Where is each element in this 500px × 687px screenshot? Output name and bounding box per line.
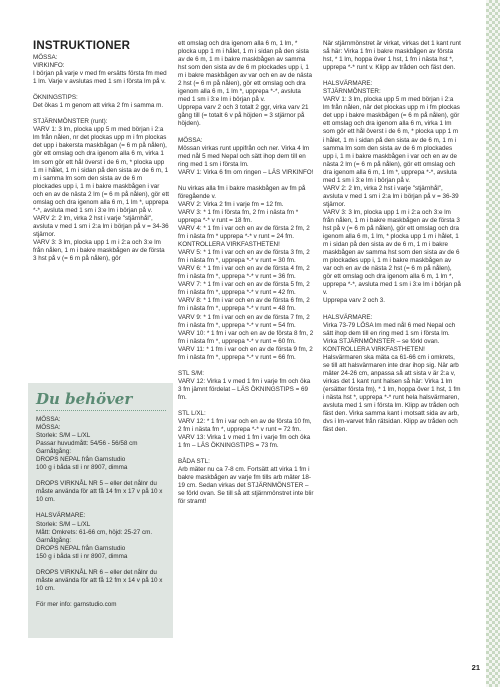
materials-box-title: Du behöver <box>36 390 133 408</box>
col1-paragraph: STJÄRNMÖNSTER (runt): VARV 1: 3 lm, plocka upp 5 m med början i 2:a lm från nålen, nr det plockas upp m i fm plockas det upp i bakersta maskbågan (= 6 m på nålen), gör ett omslag och dra igenom alla 6 m, virka 1 lm som gör ett hål överst i de 6 m, * plocka upp 1 m i hålet, 1 m i sidan på den sista av de 6 m, 1 m i samma lm som den sista av de 6 m plockades upp i, 1 m i bakre maskbågen i var och en av de nästa 2 lm (= 6 m på nålen), gör ett omslag och dra igenom alla 6 m, 1 lm *, upprepa *-*, avsluta med 1 sm i 3:e lm i början på v. VARV 2: 2 lm, virka 2 hst i varje "stjärnhål", avsluta v med 1 sm i 2:a lm i början på v = 34-36 stjärnor. VARV 3: 3 lm, plocka upp 1 m i 2:a och 3:e lm från nålen, 1 m i bakre maskbågen av de första 3 hst på v (= 6 m på nålen), gör <box>33 118 169 263</box>
materials-paragraph: DROPS VIRKNÅL NR 5 – eller det nålnr du måste använda för att få 14 fm x 17 v på 10 x 10 cm. <box>36 480 163 504</box>
column-1 <box>33 40 169 271</box>
col2-paragraph: STL L/XL: VARV 12: * 1 fm i var och en av de första 10 fm, 2 fm i nästa fm *, upprepa *-* v runt = 72 fm. VARV 13: Virka 1 v med 1 fm i varje fm och öka 1 fm – LÄS ÖKNINGSTIPS = 73 fm. <box>178 409 312 450</box>
col2-paragraph: Nu virkas alla fm i bakre maskbågen av fm på föregående v. VARV 2: Virka 2 fm i varje fm = 12 fm. VARV 3: * 1 fm i första fm, 2 fm i nästa fm * upprepa *-* v runt = 18 fm. VARV 4: * 1 fm i var och en av de första 2 fm, 2 fm i nästa fm * upprepa *-* v runt = 24 fm. KONTROLLERA VIRKFASTHETEN! VARV 5: * 1 fm i var och en av de första 3 fm, 2 fm i nästa fm *, upprepa *-* v runt = 30 fm. VARV 6: * 1 fm i var och en av de första 4 fm, 2 fm i nästa fm *, upprepa *-* v runt = 36 fm. VARV 7: * 1 fm i var och en av de första 5 fm, 2 fm i nästa fm *, upprepa *-* v runt = 42 fm. VARV 8: * 1 fm i var och en av de första 6 fm, 2 fm i nästa fm *, upprepa *-* v runt = 48 fm. VARV 9: * 1 fm i var och en av de första 7 fm, 2 fm i nästa fm *, upprepa *-* v runt = 54 fm. VARV 10: * 1 fm i var och en av de första 8 fm, 2 fm i nästa fm *, upprepa *-* v runt = 60 fm. VARV 11: * 1 fm i var och en av de första 9 fm, 2 fm i nästa fm *, upprepa *-* v runt = 66 fm. <box>178 184 314 361</box>
page-number: 21 <box>471 663 480 672</box>
col2-paragraph: BÅDA STL: Arb mäter nu ca 7-8 cm. Fortsätt att virka 1 fm i bakre maskbågen av varje fm tills arb mäter 18-19 cm. Sedan virkas det STJÄRNMÖNSTER – se förkl ovan. Se till så att stjärnmönstret inte blir för stramt! <box>178 458 314 506</box>
column-3 <box>323 40 461 442</box>
col2-paragraph: MÖSSA: Mössan virkas runt uppifrån och ner. Virka 4 lm med nål 5 med Nepal och sätt ihop dem till en ring med 1 sm i första lm. VARV 1: Virka 6 fm om ringen – LÄS VIRKINFO! <box>178 136 314 176</box>
materials-paragraph: HALSVÄRMARE: Storlek: S/M – L/XL Mått: Omkrets: 61-66 cm, höjd: 25-27 cm. Garnåtgång: DROPS NEPAL från Garnstudio 150 g i båda stl i nr 8907, dimma <box>36 512 153 560</box>
col3-paragraph: När stjärnmönstret är virkat, virkas det 1 kant runt så här: Virka 1 fm i bakre maskbågen av första hst, * 1 lm, hoppa över 1 hst, 1 fm i nästa hst *, upprepa *-* runt v. Klipp av tråden och fäst den. <box>323 40 461 72</box>
col2-paragraph: ett omslag och dra igenom alla 6 m, 1 lm, * plocka upp 1 m i hålet, 1 m i sidan på den sista av de 6 m, 1 m i bakre maskbågen av samma hst som den sista av de 6 m plockades upp i, 1 m i bakre maskbågen av var och en av de nästa 2 hst (= 6 m på nålen), gör ett omslag och dra igenom alla 6 m, 1 lm *, upprepa *-*, avsluta med 1 sm i 3:e lm i början på v. Upprepa varv 2 och 3 totalt 2 ggr, virka varv 21 gång till (= totalt 6 v på höjden = 3 stjärnor på höjden). <box>178 40 313 128</box>
title-divider <box>36 410 166 412</box>
col3-paragraph: HALSVÄRMARE: STJÄRNMÖNSTER: VARV 1: 3 lm, plocka upp 5 m med början i 2:a lm från nålen, när det plockas upp m i fm plockas det upp i bakre maskbågen (= 6 m på nålen), gör ett omslag och dra igenom alla 6 m, virka 1 lm som gör ett hål överst i de 6 m, * plocka upp 1 m i hålet, 1 m i sidan på den sista av de 6 m, 1 m i samma lm som den sista av de 6 m plockades upp i, 1 m i bakre maskbågen i var och en av de nästa 2 lm (= 6 m på nålen), gör ett omslag och dra igenom alla 6 m, 1 lm *, upprepa *-*, avsluta med 1 sm i 3:e lm i början på v. VARV 2: 2 lm, virka 2 hst i varje "stjärnhål", avsluta v med 1 sm i 2:a lm i början på v = 36-39 stjärnor. VARV 3: 3 lm, plocka upp 1 m i 2:a och 3:e lm från nålen, 1 m i bakre maskbågen av de första 3 hst på v (= 6 m på nålen), gör ett omslag och dra igenom alla 6 m, 1 lm, * plocka upp 1 m i hålet, 1 m i sidan på den sista av de 6 m, 1 m i bakre maskbågen av samma hst som den sista av de 6 m plockades upp i, 1 m i bakre maskbågen av var och en av de nästa 2 hst (= 6 m på nålen), gör ett omslag och dra igenom alla 6 m, 1 lm *, upprepa *-*, avsluta med 1 sm i 3:e lm i början på v. Upprepa varv 2 och 3. <box>323 80 461 305</box>
column-2 <box>178 40 314 514</box>
decorative-side-pattern <box>486 0 500 687</box>
col1-paragraph: ÖKNINGSTIPS: Det ökas 1 m genom att virka 2 fm i samma m. <box>33 94 164 110</box>
instructions-heading: INSTRUKTIONER <box>33 40 131 52</box>
col3-paragraph: HALSVÄRMARE: Virka 73-79 LÖSA lm med nål 6 med Nepal och sätt ihop dem till en ring med 1 sm i första lm. Virka STJÄRNMÖNSTER – se förkl ovan. KONTROLLERA VIRKFASTHETEN! Halsvärmaren ska mäta ca 61-66 cm i omkrets, se till att halsvärmaren inte drar ihop sig. När arb mäter 24-26 cm, anpassa så att sista v är 2:a v, virkas det 1 kant runt halsen så här: Virka 1 lm (ersätter första fm), * 1 lm, hoppa över 1 hst, 1 fm i nästa hst *, upprepa *-* runt hela halsvärmaren, avsluta med 1 sm i första lm. Klipp av tråden och fäst den. Virka samma kant i motsatt sida av arb, dvs i lm-varvet från rätsidan. Klipp av tråden och fäst den. <box>323 313 461 434</box>
col1-paragraph: MÖSSA: VIRKINFO: I början på varje v med fm ersätts första fm med 1 lm. Varje v avslutas med 1 sm i första lm på v. <box>33 54 167 86</box>
materials-box-content <box>36 391 166 617</box>
materials-box <box>28 383 173 638</box>
col2-paragraph: STL S/M: VARV 12: Virka 1 v med 1 fm i varje fm och öka 3 fm jämnt fördelat – LÄS ÖKNINGSTIPS = 69 fm. <box>178 369 311 401</box>
materials-paragraph: MÖSSA: MÖSSA: Storlek: S/M – L/XL Passar huvudmått: 54/56 - 56/58 cm Garnåtgång: DROPS NEPAL från Garnstudio 100 g i båda stl i nr 8907, dimma <box>36 416 138 472</box>
materials-more-info: För mer info: garnstudio.com <box>36 600 117 608</box>
materials-paragraph: DROPS VIRKNÅL NR 6 – eller det nålnr du måste använda för att få 12 fm x 14 v på 10 x 10 cm. <box>36 568 163 592</box>
